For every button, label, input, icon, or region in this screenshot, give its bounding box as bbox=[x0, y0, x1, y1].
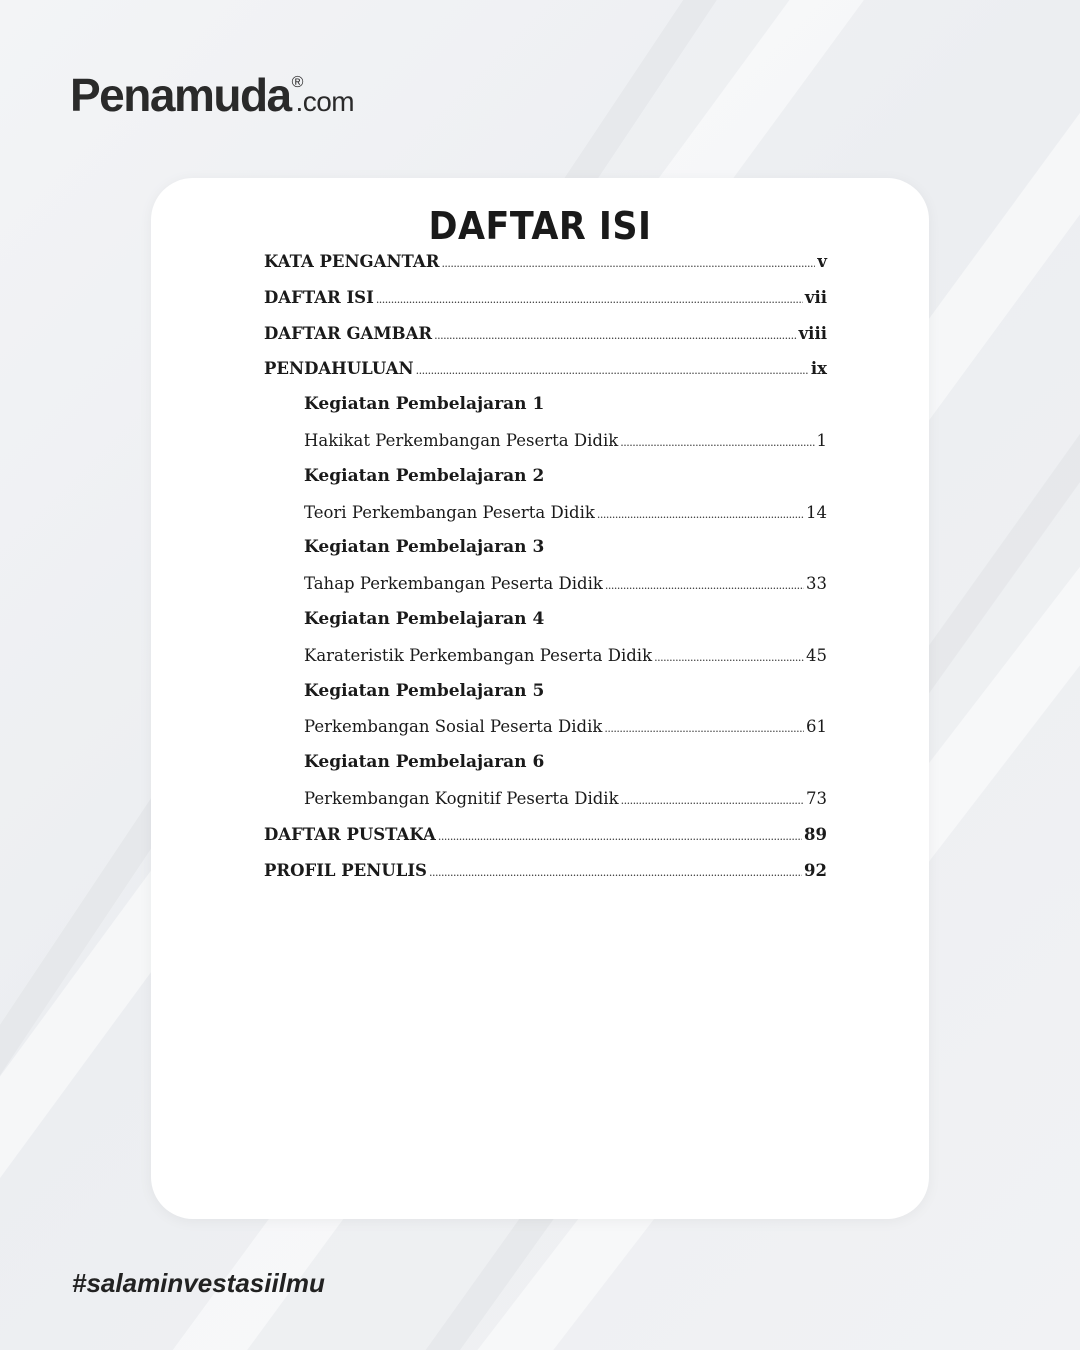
toc-section-heading bbox=[264, 674, 827, 710]
brand-logo bbox=[70, 69, 355, 121]
toc-entry bbox=[264, 280, 827, 316]
toc-entry bbox=[264, 781, 827, 817]
toc-entry-page: viii bbox=[798, 323, 827, 343]
toc-section-heading bbox=[264, 459, 827, 495]
toc-entry bbox=[264, 351, 827, 387]
toc-section-heading bbox=[264, 602, 827, 638]
toc-entry-page: 14 bbox=[806, 502, 827, 522]
toc-entry-label: DAFTAR GAMBAR bbox=[264, 323, 433, 343]
page-title: DAFTAR ISI bbox=[428, 204, 652, 248]
dot-leader bbox=[604, 711, 804, 747]
toc-entry bbox=[264, 817, 827, 853]
dot-leader bbox=[416, 353, 809, 389]
toc-entry-label: Perkembangan Sosial Peserta Didik bbox=[304, 717, 603, 737]
toc-entry-label: PENDAHULUAN bbox=[264, 359, 414, 379]
toc-section-heading bbox=[264, 745, 827, 781]
toc-entry bbox=[264, 566, 827, 602]
footer-hashtag: #salaminvestasiilmu bbox=[72, 1268, 325, 1298]
dot-leader bbox=[654, 640, 804, 676]
toc-entry-page: 61 bbox=[806, 717, 827, 737]
dot-leader bbox=[605, 568, 804, 604]
toc-entry-page: 73 bbox=[806, 788, 827, 808]
toc-section-label: Kegiatan Pembelajaran 2 bbox=[304, 465, 545, 486]
document-card bbox=[151, 178, 929, 1219]
logo-brand: Penamuda bbox=[70, 69, 291, 121]
toc-entry-label: DAFTAR ISI bbox=[264, 287, 374, 307]
toc-section-heading bbox=[264, 387, 827, 423]
toc-entry-page: 92 bbox=[804, 860, 827, 880]
toc-section-label: Kegiatan Pembelajaran 6 bbox=[304, 752, 545, 773]
toc-entry-label: KATA PENGANTAR bbox=[264, 252, 440, 271]
toc-section-label: Kegiatan Pembelajaran 4 bbox=[304, 608, 545, 629]
dot-leader bbox=[621, 783, 804, 819]
toc-entry bbox=[264, 423, 827, 459]
dot-leader bbox=[434, 318, 797, 354]
toc-entry-label: Hakikat Perkembangan Peserta Didik bbox=[304, 430, 619, 450]
dot-leader bbox=[376, 282, 803, 318]
toc-entry-label: Teori Perkembangan Peserta Didik bbox=[304, 502, 595, 522]
dot-leader bbox=[620, 425, 814, 461]
toc-entry-label: PROFIL PENULIS bbox=[264, 860, 427, 880]
toc-entry-page: v bbox=[817, 252, 827, 271]
dot-leader bbox=[429, 855, 802, 891]
toc-entry bbox=[264, 316, 827, 352]
toc-entry-page: 45 bbox=[806, 645, 827, 665]
toc-entry bbox=[264, 709, 827, 745]
table-of-contents bbox=[264, 244, 827, 888]
toc-entry-label: DAFTAR PUSTAKA bbox=[264, 824, 436, 844]
toc-entry-label: Tahap Perkembangan Peserta Didik bbox=[304, 574, 603, 594]
logo-domain: .com bbox=[295, 86, 355, 117]
toc-entry-label: Perkembangan Kognitif Peserta Didik bbox=[304, 788, 619, 808]
toc-entry-page: 33 bbox=[806, 574, 827, 594]
toc-entry-page: 1 bbox=[816, 430, 827, 450]
toc-entry-label: Karateristik Perkembangan Peserta Didik bbox=[304, 645, 653, 665]
toc-section-label: Kegiatan Pembelajaran 3 bbox=[304, 537, 545, 558]
dot-leader bbox=[438, 819, 802, 855]
dot-leader bbox=[441, 246, 815, 282]
toc-entry-page: ix bbox=[810, 359, 827, 379]
toc-entry-page: vii bbox=[804, 287, 827, 307]
toc-section-heading bbox=[264, 530, 827, 566]
toc-entry bbox=[264, 638, 827, 674]
toc-entry-page: 89 bbox=[804, 824, 827, 844]
toc-section-label: Kegiatan Pembelajaran 1 bbox=[304, 394, 545, 415]
toc-entry bbox=[264, 853, 827, 889]
toc-entry bbox=[264, 495, 827, 531]
dot-leader bbox=[597, 497, 804, 533]
logo-registered-mark: ® bbox=[291, 74, 304, 91]
toc-entry bbox=[264, 244, 827, 280]
toc-section-label: Kegiatan Pembelajaran 5 bbox=[304, 680, 545, 701]
